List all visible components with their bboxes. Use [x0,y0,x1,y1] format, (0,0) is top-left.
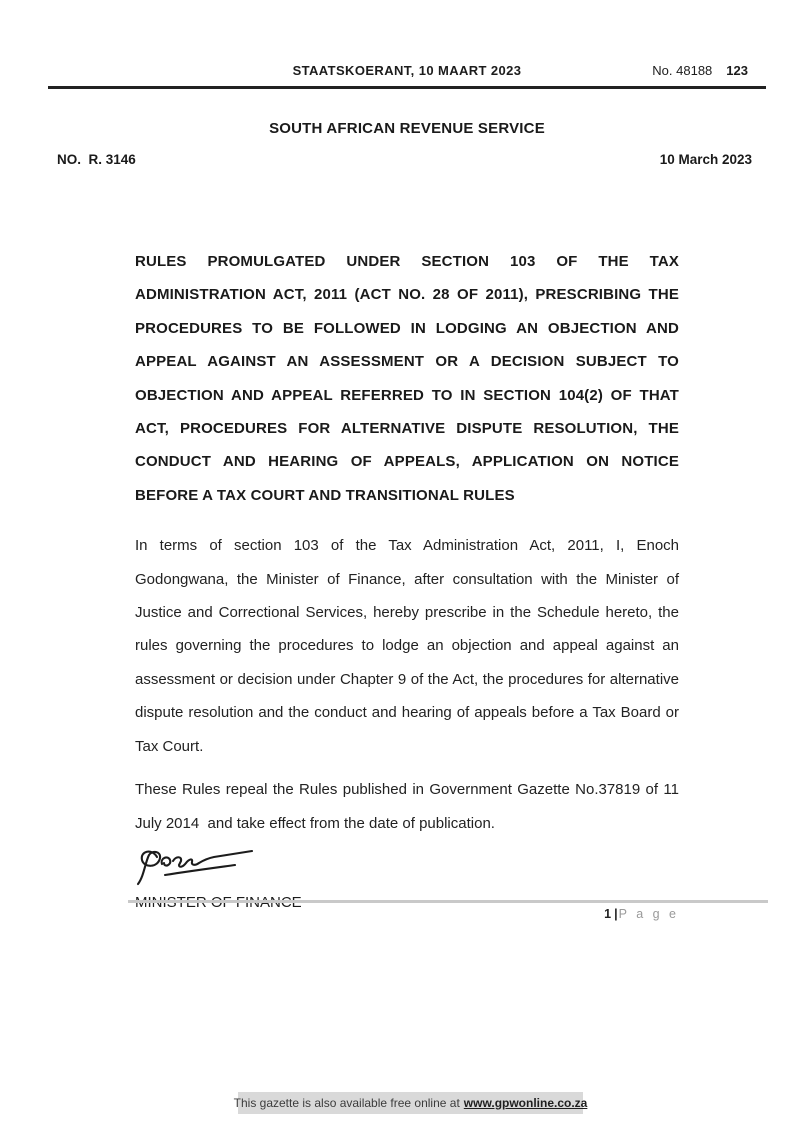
gpwonline-link[interactable]: www.gpwonline.co.za [463,1096,588,1110]
notice-paragraph-1: In terms of section 103 of the Tax Administration Act, 2011, I, Enoch Godongwana, the Minister of Finance, after consultation with the Minister of Justice and Correctional Services, hereby prescribe in the Schedule hereto, the rules governing the procedures to lodge an objection and appeal against an assessment or decision under Chapter 9 of the Act, the procedures for alternative dispute resolution and the conduct and hearing of appeals before a Tax Board or Tax Court. [135,537,679,755]
journal-title: STAATSKOERANT, 10 MAART 2023 [292,63,522,78]
issue-block [652,63,748,78]
issue-number: No. 48188 [652,63,713,78]
minister-signature-icon [135,844,679,892]
notice-paragraph-2: These Rules repeal the Rules published in Government Gazette No.37819 of 11 July 2014 and take effect from the date of publication. [135,781,679,832]
page-word: P a g e [618,907,679,921]
page-number-separator: | [614,907,618,921]
folio-number: 123 [726,63,748,78]
page-number-footer [135,907,679,921]
banner-text: This gazette is also available free online at [233,1096,460,1110]
notice-date: 10 March 2023 [659,152,752,167]
notice-meta-row [57,152,752,167]
notice-number: NO. R. 3146 [57,152,136,167]
notice-heading: RULES PROMULGATED UNDER SECTION 103 OF THE TAX ADMINISTRATION ACT, 2011 (ACT NO. 28 OF 2011), PRESCRIBING THE PROCEDURES TO BE FOLLOWED IN LODGING AN OBJECTION AND APPEAL AGAINST AN ASSESSMENT OR A DECISION SUBJECT TO OBJECTION AND APPEAL REFERRED TO IN SECTION 104(2) OF THAT ACT, PROCEDURES FOR ALTERNATIVE DISPUTE RESOLUTION, THE CONDUCT AND HEARING OF APPEALS, APPLICATION ON NOTICE BEFORE A TAX COURT AND TRANSITIONAL RULES [135,253,679,504]
document-body [135,245,679,911]
department-title: SOUTH AFRICAN REVENUE SERVICE [269,120,545,137]
page-number: 1 [604,907,612,921]
availability-banner [233,1092,588,1114]
header-rule [48,86,766,89]
footer-rule [128,900,768,903]
